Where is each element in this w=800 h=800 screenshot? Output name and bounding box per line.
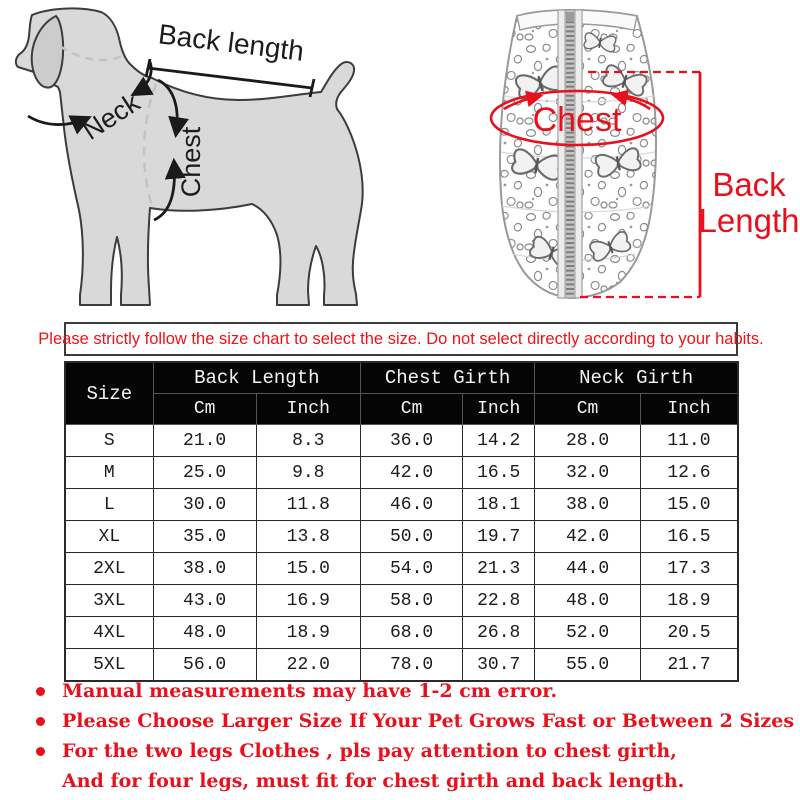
- note-line: [0, 676, 800, 706]
- cell-value: 16.9: [256, 585, 360, 617]
- table-row-s: [65, 425, 738, 457]
- cell-value: 26.8: [463, 617, 535, 649]
- cell-value: 18.1: [463, 489, 535, 521]
- header-size: Size: [65, 362, 153, 425]
- bullet-icon: [36, 747, 45, 756]
- bullet-icon: [36, 687, 45, 696]
- cell-value: 30.0: [153, 489, 256, 521]
- table-unit-header-row: [65, 394, 738, 425]
- cell-size: 3XL: [65, 585, 153, 617]
- cell-value: 20.5: [640, 617, 738, 649]
- zipper-icon: [558, 10, 582, 298]
- cell-value: 35.0: [153, 521, 256, 553]
- note-line: [0, 736, 800, 766]
- cell-value: 14.2: [463, 425, 535, 457]
- cell-value: 46.0: [360, 489, 462, 521]
- table-row-4xl: [65, 617, 738, 649]
- cell-value: 22.8: [463, 585, 535, 617]
- cell-value: 56.0: [153, 649, 256, 682]
- cell-size: XL: [65, 521, 153, 553]
- cell-value: 58.0: [360, 585, 462, 617]
- cell-value: 43.0: [153, 585, 256, 617]
- cell-value: 78.0: [360, 649, 462, 682]
- cell-value: 36.0: [360, 425, 462, 457]
- header-cm: Cm: [153, 394, 256, 425]
- dog-measurement-diagram: [4, 6, 440, 322]
- note-line: [0, 706, 800, 736]
- table-row-xl: [65, 521, 738, 553]
- cell-value: 52.0: [535, 617, 641, 649]
- footnotes: [0, 676, 800, 796]
- cell-value: 13.8: [256, 521, 360, 553]
- vest-back-length-label-line2: Length: [698, 202, 800, 239]
- note-line: [0, 766, 800, 796]
- cell-value: 44.0: [535, 553, 641, 585]
- cell-value: 50.0: [360, 521, 462, 553]
- cell-value: 21.0: [153, 425, 256, 457]
- neck-label: Neck: [77, 87, 146, 146]
- cell-value: 68.0: [360, 617, 462, 649]
- notice-text: Please strictly follow the size chart to select the size. Do not select directly according to your habits.: [38, 329, 764, 348]
- size-chart-notice: [38, 322, 764, 356]
- cell-value: 12.6: [640, 457, 738, 489]
- cell-size: L: [65, 489, 153, 521]
- cell-value: 22.0: [256, 649, 360, 682]
- cell-value: 19.7: [463, 521, 535, 553]
- cell-value: 48.0: [153, 617, 256, 649]
- table-row-3xl: [65, 585, 738, 617]
- table-row-l: [65, 489, 738, 521]
- note-text: For the two legs Clothes , pls pay attention to chest girth,: [62, 740, 677, 762]
- cell-size: S: [65, 425, 153, 457]
- cell-value: 42.0: [535, 521, 641, 553]
- note-text: Please Choose Larger Size If Your Pet Grows Fast or Between 2 Sizes: [62, 710, 795, 732]
- cell-value: 16.5: [640, 521, 738, 553]
- cell-value: 8.3: [256, 425, 360, 457]
- bullet-icon: [36, 717, 45, 726]
- cell-value: 11.0: [640, 425, 738, 457]
- pet-vest-diagram: [440, 0, 800, 315]
- cell-value: 55.0: [535, 649, 641, 682]
- cell-value: 54.0: [360, 553, 462, 585]
- header-inch: Inch: [256, 394, 360, 425]
- table-row-m: [65, 457, 738, 489]
- cell-value: 28.0: [535, 425, 641, 457]
- vest-chest-label: Chest: [532, 101, 622, 139]
- cell-value: 30.7: [463, 649, 535, 682]
- cell-value: 18.9: [640, 585, 738, 617]
- cell-size: 4XL: [65, 617, 153, 649]
- cell-size: M: [65, 457, 153, 489]
- note-text: Manual measurements may have 1-2 cm error.: [62, 680, 558, 702]
- header-inch: Inch: [463, 394, 535, 425]
- cell-value: 25.0: [153, 457, 256, 489]
- cell-value: 16.5: [463, 457, 535, 489]
- cell-value: 21.7: [640, 649, 738, 682]
- cell-value: 15.0: [256, 553, 360, 585]
- header-cm: Cm: [535, 394, 641, 425]
- cell-value: 21.3: [463, 553, 535, 585]
- header-cm: Cm: [360, 394, 462, 425]
- cell-value: 42.0: [360, 457, 462, 489]
- cell-value: 18.9: [256, 617, 360, 649]
- table-row-2xl: [65, 553, 738, 585]
- cell-value: 38.0: [153, 553, 256, 585]
- header-neck-girth: Neck Girth: [535, 362, 738, 394]
- table-group-header-row: [65, 362, 738, 394]
- cell-size: 5XL: [65, 649, 153, 682]
- header-back-length: Back Length: [153, 362, 360, 394]
- cell-value: 11.8: [256, 489, 360, 521]
- cell-value: 48.0: [535, 585, 641, 617]
- cell-value: 32.0: [535, 457, 641, 489]
- cell-size: 2XL: [65, 553, 153, 585]
- header-chest-girth: Chest Girth: [360, 362, 534, 394]
- cell-value: 15.0: [640, 489, 738, 521]
- cell-value: 17.3: [640, 553, 738, 585]
- back-length-label: Back length: [156, 18, 306, 67]
- header-inch: Inch: [640, 394, 738, 425]
- note-text: And for four legs, must fit for chest girth and back length.: [62, 770, 685, 792]
- vest-back-length-label-line1: Back: [712, 166, 786, 203]
- cell-value: 9.8: [256, 457, 360, 489]
- chest-label: Chest: [176, 126, 206, 198]
- cell-value: 38.0: [535, 489, 641, 521]
- size-table: [64, 361, 739, 682]
